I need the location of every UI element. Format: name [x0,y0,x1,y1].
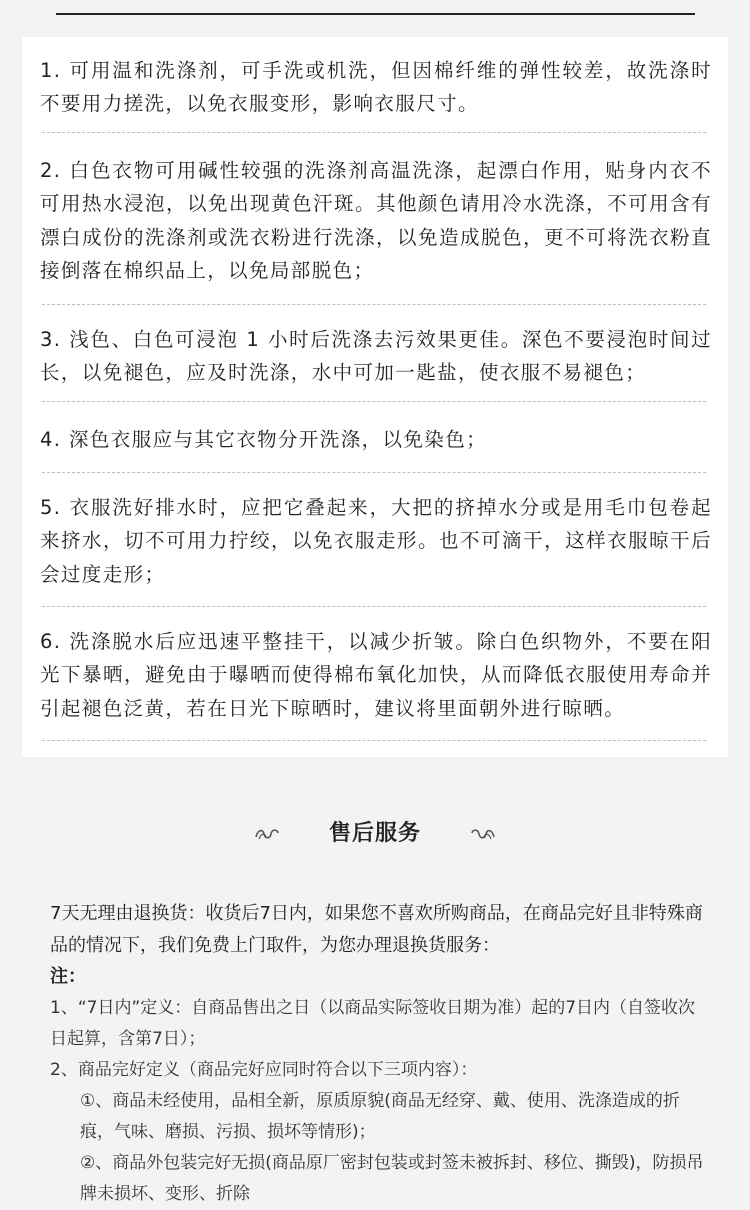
item-divider [42,132,706,133]
condition-item-1: ①、商品未经使用，品相全新，原质原貌(商品无经穿、戴、使用、洗涤造成的折痕，气味、磨损、污损、损坏等情形)； [80,1090,680,1142]
condition-item-2: ②、商品外包装完好无损(商品原厂密封包装或封签未被拆封、移位、撕毁)，防损吊牌未损坏、变形、折除 [80,1152,704,1204]
care-item-4: 4. 深色衣服应与其它衣物分开洗涤，以免染色； [40,428,488,451]
item-divider [42,401,706,402]
swirl-ornament-icon [470,827,496,841]
after-sales-header [0,816,750,852]
after-sales-title: 售后服务 [328,821,421,846]
after-sales-content [50,898,705,1210]
swirl-ornament-icon [254,827,280,841]
care-item-5: 5. 衣服洗好排水时，应把它叠起来，大把的挤掉水分或是用毛巾包卷起来挤水，切不可用力拧绞，以免衣服走形。也不可滴干，这样衣服晾干后会过度走形； [40,496,712,586]
item-divider [42,740,706,741]
top-divider [56,13,695,15]
washing-instructions-card [22,37,728,757]
item-divider [42,472,706,473]
care-item-1: 1. 可用温和洗涤剂，可手洗或机洗，但因棉纤维的弹性较差，故洗涤时不要用力搓洗，以免衣服变形，影响衣服尺寸。 [40,59,712,116]
item-divider [42,304,706,305]
care-item-6: 6. 洗涤脱水后应迅速平整挂干，以减少折皱。除白色织物外，不要在阳光下暴晒，避免由于曝晒而使得棉布氧化加快，从而降低衣服使用寿命并引起褪色泛黄，若在日光下晾晒时，建议将里面朝外进行晾晒。 [40,630,712,720]
item-divider [42,606,706,607]
note-label: 注： [50,966,86,987]
rule-seven-days: 1、“7日内”定义：自商品售出之日（以商品实际签收日期为准）起的7日内（自签收次日起算，含第7日）； [50,997,696,1049]
rule-condition: 2、商品完好定义（商品完好应同时符合以下三项内容）： [50,1059,478,1080]
care-item-2: 2. 白色衣物可用碱性较强的洗涤剂高温洗涤，起漂白作用，贴身内衣不可用热水浸泡，以免出现黄色汗斑。其他颜色请用冷水洗涤，不可用含有漂白成份的洗涤剂或洗衣粉进行洗涤，以免造成脱色，更不可将洗衣粉直接倒落在棉织品上，以免局部脱色； [40,159,712,282]
return-policy-intro: 7天无理由退换货：收货后7日内，如果您不喜欢所购商品，在商品完好且非特殊商品的情况下，我们免费上门取件，为您办理退换货服务： [50,903,703,956]
care-item-3: 3. 浅色、白色可浸泡 1 小时后洗涤去污效果更佳。深色不要浸泡时间过长，以免褪色，应及时洗涤，水中可加一匙盐，使衣服不易褪色； [40,328,712,385]
